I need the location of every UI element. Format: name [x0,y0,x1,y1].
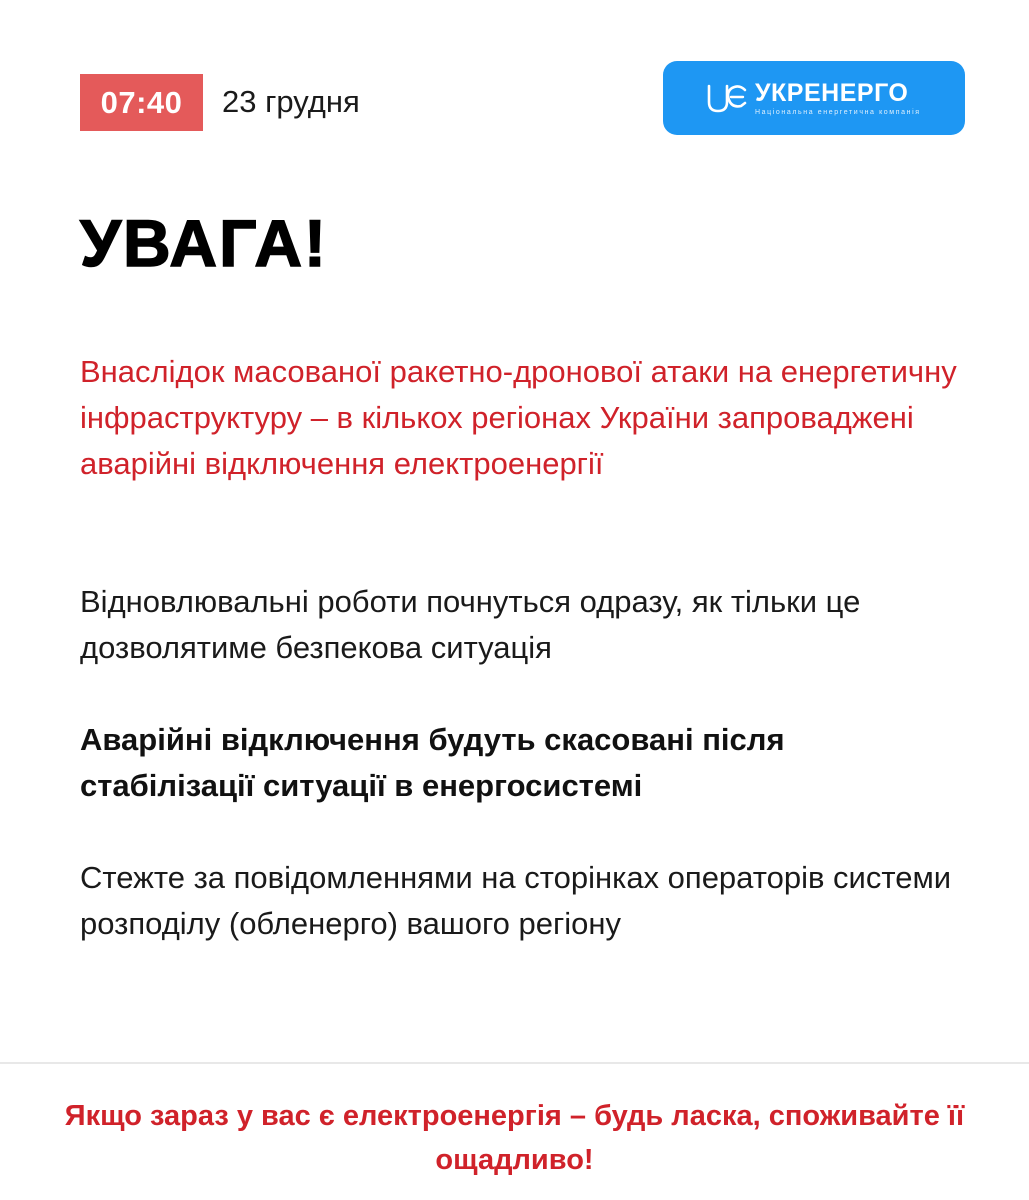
date-text: 23 грудня [222,84,360,119]
logo-name: УКРЕНЕРГО [755,78,909,107]
ukrenergo-logo-icon [701,78,751,118]
headline: УВАГА! [80,206,328,280]
restoration-paragraph: Відновлювальні роботи почнуться одразу, як тільки це дозволятиме безпекова ситуація [80,584,861,665]
footer-note-text: Якщо зараз у вас є електроенергія – будь ласка, споживайте її ощадливо! [64,1100,965,1176]
footer-divider [0,1062,1029,1064]
ukrenergo-logo [663,61,965,135]
time-badge [80,74,203,131]
logo-tagline: Національна енергетична компанія [755,108,921,116]
footer-note [0,1094,1029,1182]
cancellation-paragraph: Аварійні відключення будуть скасовані після стабілізації ситуації в енергосистемі [80,722,785,803]
follow-paragraph: Стежте за повідомленнями на сторінках операторів системи розподілу (обленерго) вашого регіону [80,860,952,941]
time-text: 07:40 [100,84,183,120]
alert-paragraph: Внаслідок масованої ракетно-дронової атаки на енергетичну інфраструктуру – в кількох регіонах України запроваджені аварійні відключення електроенергії [80,354,957,481]
